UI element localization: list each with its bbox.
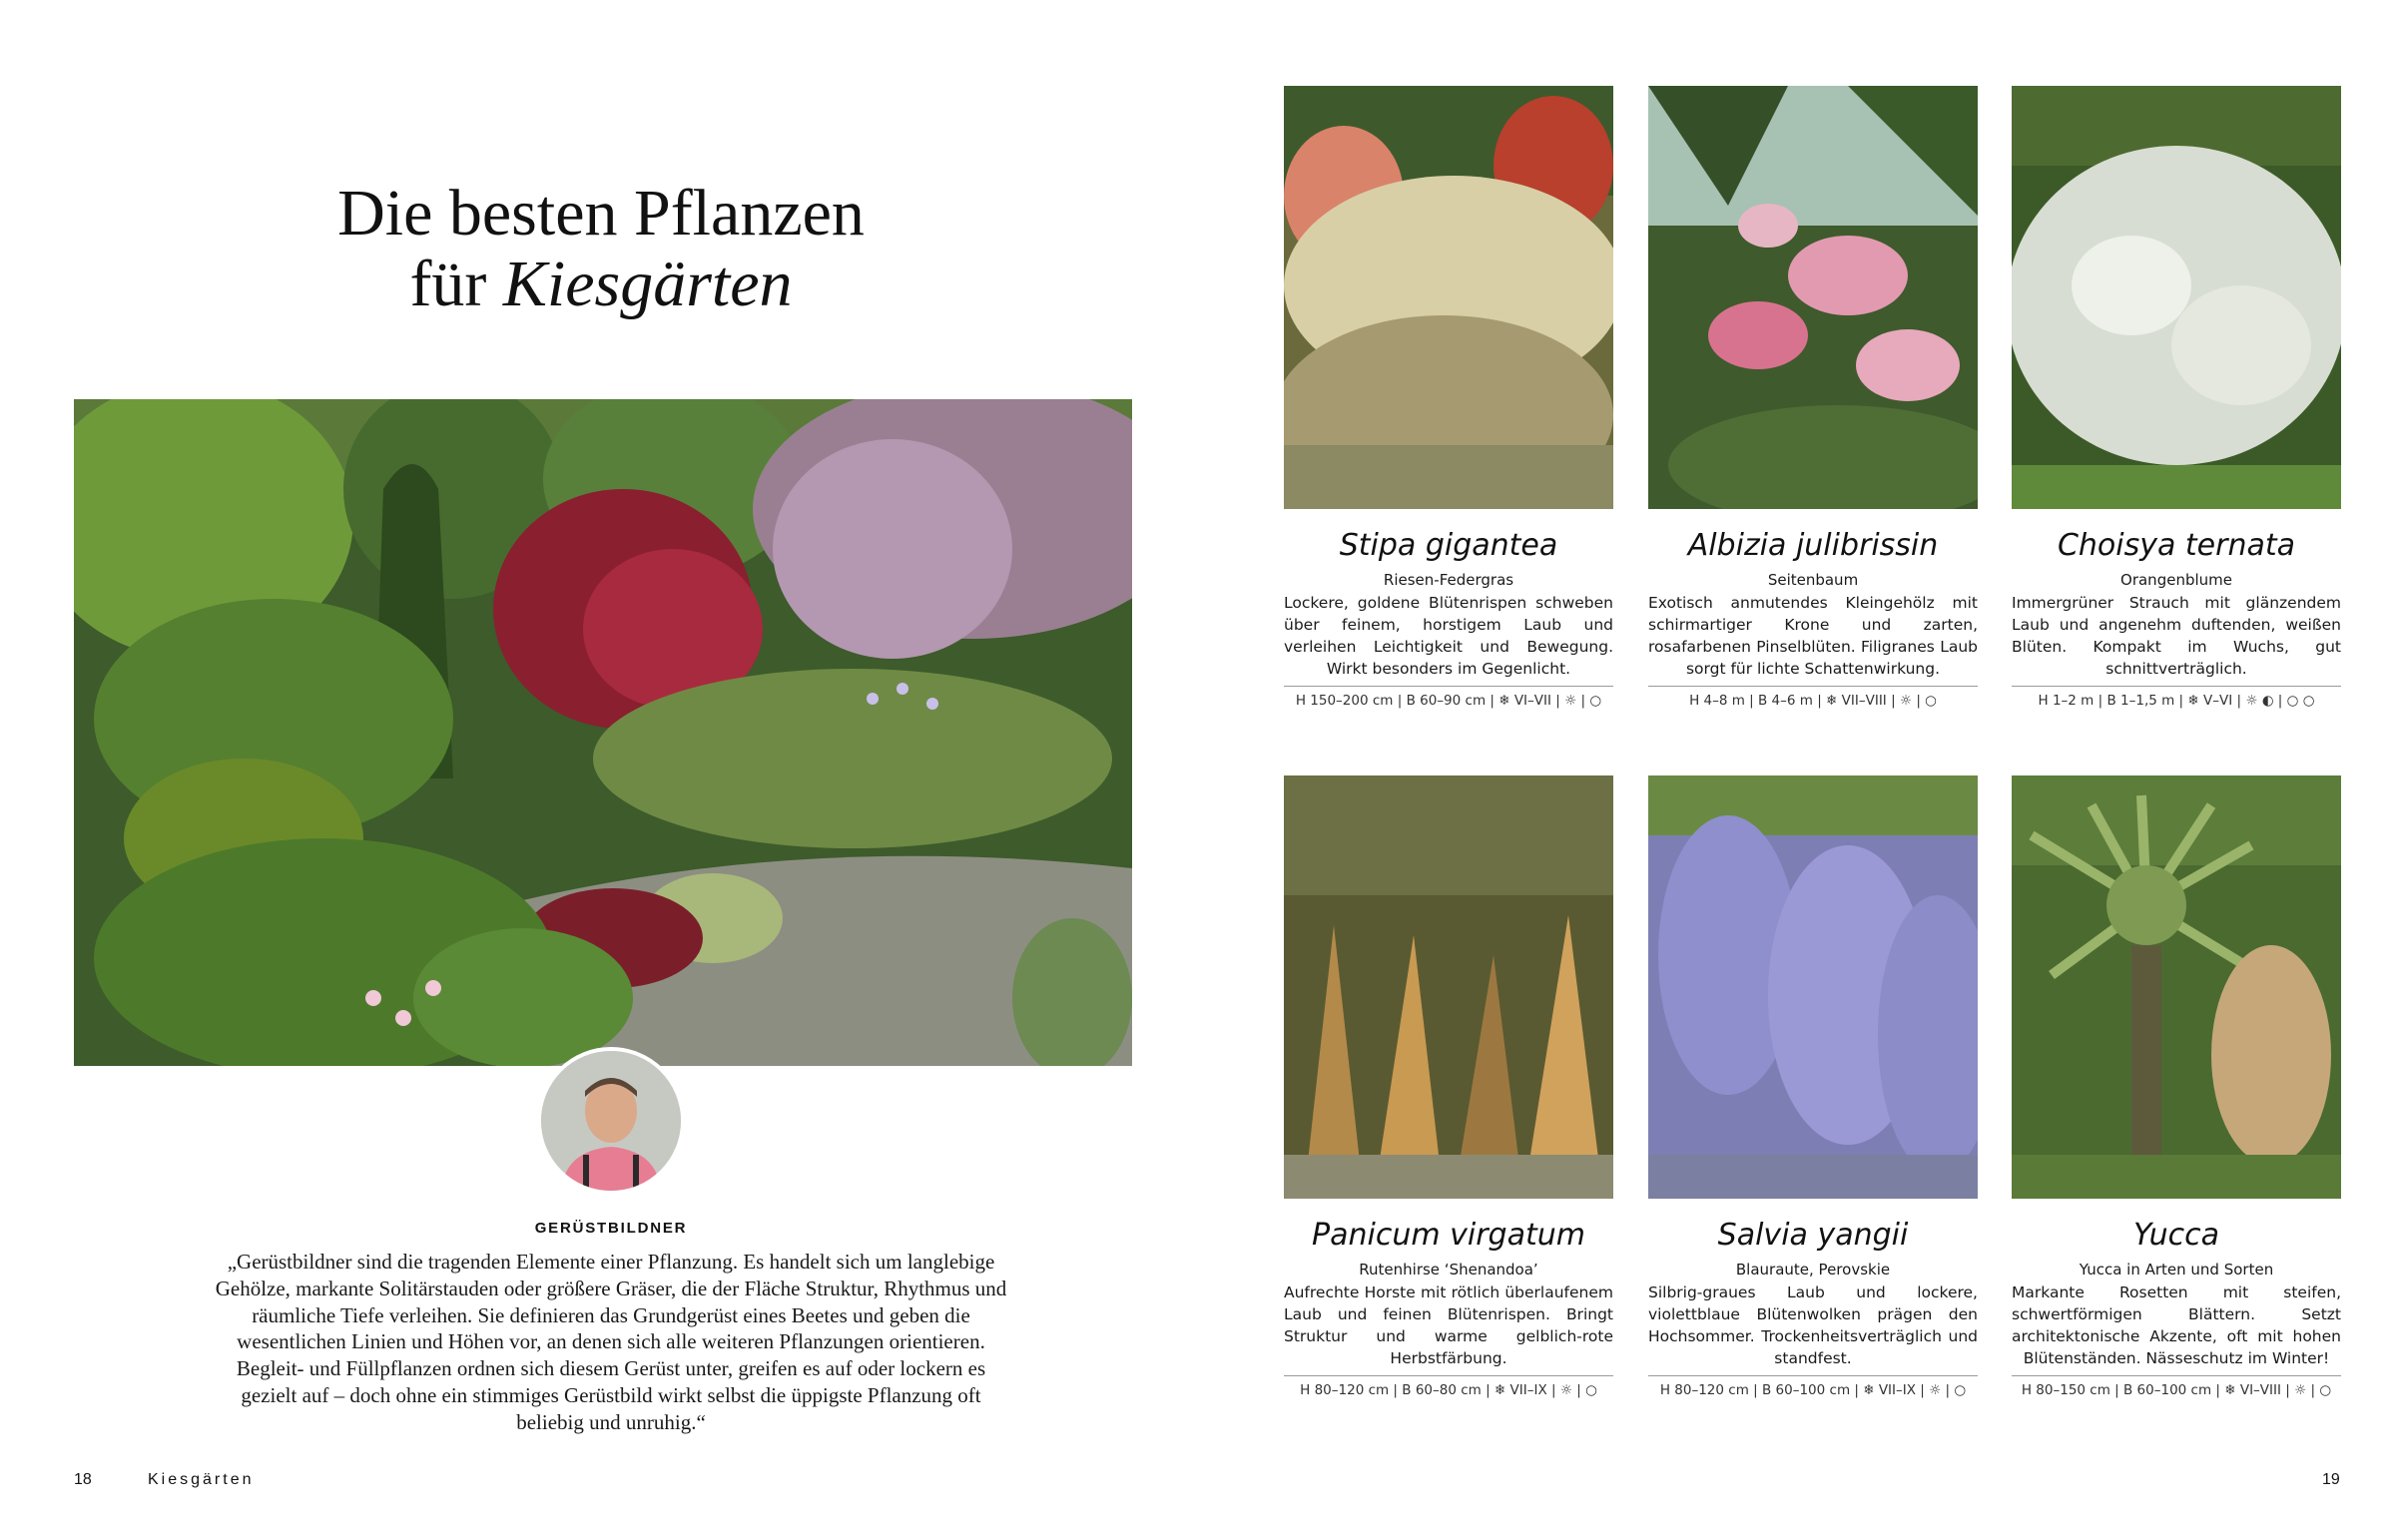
plant-photo [1648, 86, 1978, 509]
plant-photo [2012, 86, 2341, 509]
plant-meta: H 80–150 cm | B 60–100 cm | ❄ VI–VIII | ☼ | ○ [2021, 1382, 2332, 1398]
plant-description: Aufrechte Horste mit rötlich überlaufenem Laub und feinen Blütenrispen. Bringt Struktur und warme gelblich-rote Herbstfärbung. [1284, 1283, 1613, 1367]
plant-meta: H 150–200 cm | B 60–90 cm | ❄ VI–VII | ☼ | ○ [1295, 693, 1602, 709]
plant-card-stipa-gigantea [1284, 86, 1613, 711]
plant-card-salvia-yangii [1648, 775, 1978, 1400]
plant-photo [1284, 86, 1613, 509]
plant-common-name: Blauraute, Perovskie [1735, 1261, 1891, 1279]
plant-common-name: Rutenhirse ‘Shenandoa’ [1359, 1261, 1538, 1279]
plant-photo [2012, 775, 2341, 1199]
plant-name: Albizia julibrissin [1687, 528, 1939, 563]
plant-name: Yucca [2133, 1218, 2219, 1253]
divider [1648, 1375, 1978, 1376]
quote-text: „Gerüstbildner sind die tragenden Elemente einer Pflanzung. Es handelt sich um langlebige Gehölze, markante Solitärstauden oder größere Gräser, die der Fläche Struktur, Rhythmus und räumliche Tiefe verleihen. Sie definieren das Grundgerüst eines Beetes und geben die wesentlichen Linien und Höhen vor, an denen sich alle weiteren Pflanzungen orientieren. Begleit- und Füllpflanzen ordnen sich diesem Gerüst unter, greifen es auf oder lockern es gezielt auf – doch ohne ein stimmiges Gerüstbild wirkt selbst die üppigste Pflanzung oft beliebig und unruhig.“ [215, 1250, 1007, 1434]
plant-common-name: Yucca in Arten und Sorten [2079, 1261, 2274, 1279]
plant-meta: H 80–120 cm | B 60–100 cm | ❄ VII–IX | ☼ | ○ [1659, 1382, 1967, 1398]
plant-description: Exotisch anmutendes Kleingehölz mit schirmartiger Krone und zarten, rosafarbenen Pinselblüten. Filigranes Laub sorgt für lichte Schattenwirkung. [1648, 594, 1978, 678]
section-name: Kiesgärten [148, 1471, 255, 1488]
divider [1284, 1375, 1613, 1376]
title-line-1: Die besten Pflanzen [337, 177, 865, 250]
plant-common-name: Seitenbaum [1767, 571, 1859, 589]
quote-label: GERÜSTBILDNER [534, 1220, 688, 1237]
page-number-left: 18 [74, 1471, 92, 1488]
divider [1648, 686, 1978, 687]
plant-card-choisya-ternata [2012, 86, 2341, 711]
plant-meta: H 4–8 m | B 4–6 m | ❄ VII–VIII | ☼ | ○ [1689, 693, 1937, 709]
plant-card-albizia-julibrissin [1648, 86, 1978, 711]
plant-card-panicum-virgatum [1284, 775, 1613, 1400]
hero-garden-photo [74, 399, 1132, 1066]
plant-description: Lockere, goldene Blütenrispen schweben über feinem, horstigem Laub und verleihen Leichtigkeit und Bewegung. Wirkt besonders im Gegenlicht. [1284, 594, 1613, 678]
page-title [74, 178, 1128, 319]
plant-meta: H 1–2 m | B 1–1,5 m | ❄ V–VI | ☼ ◐ | ○ ○ [2038, 693, 2315, 709]
title-line-2-italic: Kiesgärten [502, 248, 793, 320]
plant-photo [1648, 775, 1978, 1199]
plant-description: Immergrüner Strauch mit glänzendem Laub und angenehm duftenden, weißen Blüten. Kompakt im Wuchs, gut schnittverträglich. [2012, 594, 2341, 678]
plant-common-name: Riesen-Federgras [1383, 571, 1514, 589]
author-avatar [537, 1047, 685, 1195]
divider [2012, 686, 2341, 687]
right-page [1198, 0, 2396, 1540]
title-line-2-prefix: für [409, 248, 503, 320]
plant-name: Choisya ternata [2057, 528, 2296, 563]
plant-description: Markante Rosetten mit steifen, schwertförmigen Blättern. Setzt architektonische Akzente, oft mit hohen Blütenständen. Nässeschutz im Winter! [2012, 1283, 2341, 1367]
plant-name: Stipa gigantea [1339, 528, 1558, 563]
plant-card-yucca [2012, 775, 2341, 1400]
plant-name: Salvia yangii [1717, 1218, 1909, 1253]
page-number-right: 19 [2322, 1471, 2340, 1488]
plant-description: Silbrig-graues Laub und lockere, violettblaue Blütenwolken prägen den Hochsommer. Trockenheitsverträglich und standfest. [1648, 1283, 1978, 1367]
plant-name: Panicum virgatum [1312, 1218, 1585, 1253]
plant-meta: H 80–120 cm | B 60–80 cm | ❄ VII–IX | ☼ | ○ [1300, 1382, 1597, 1398]
divider [2012, 1375, 2341, 1376]
plant-common-name: Orangenblume [2120, 571, 2232, 589]
plant-photo [1284, 775, 1613, 1199]
divider [1284, 686, 1613, 687]
